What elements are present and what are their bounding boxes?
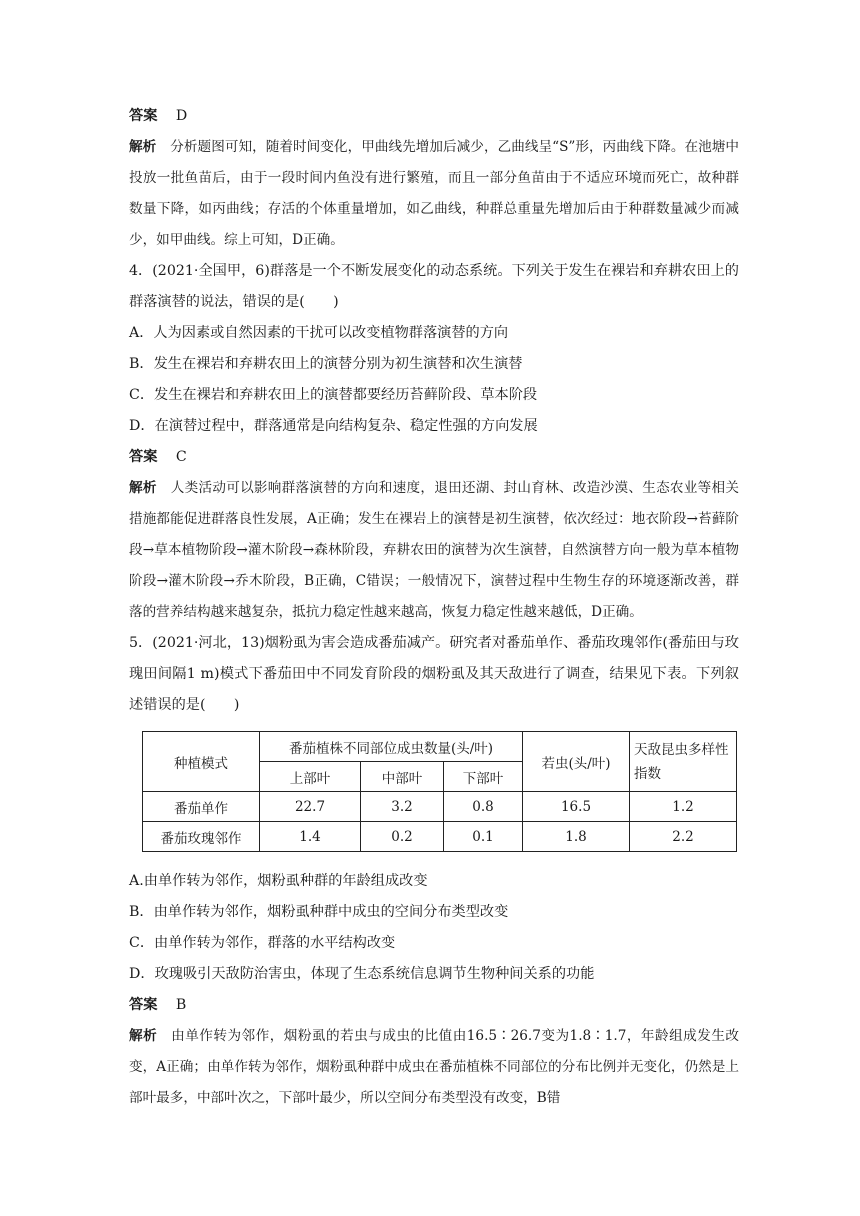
answer-value: D [175,108,188,124]
document-page [129,101,739,1114]
table-cell: 0.1 [444,822,523,852]
analysis-paragraph-3 [129,1021,739,1114]
header-cell: 番茄植株不同部位成虫数量(头/叶) [260,732,523,762]
table-cell: 1.4 [260,822,361,852]
table-row [143,792,737,822]
header-cell: 下部叶 [444,762,523,792]
header-cell: 若虫(头/叶) [523,732,630,792]
table-cell: 1.2 [630,792,737,822]
question-4-option-d: D．在演替过程中，群落通常是向结构复杂、稳定性强的方向发展 [129,418,538,434]
question-4-option-b: B．发生在裸岩和弃耕农田上的演替分别为初生演替和次生演替 [129,356,523,372]
header-cell: 种植模式 [143,732,260,792]
answer-label: 答案 [129,449,158,465]
question-5-option-c: C．由单作转为邻作，群落的水平结构改变 [129,935,396,951]
analysis-label: 解析 [129,139,157,155]
table-row [143,822,737,852]
analysis-label: 解析 [129,1028,158,1044]
table-cell: 0.8 [444,792,523,822]
table-header-row [143,732,737,762]
table-cell: 1.8 [523,822,630,852]
header-cell: 天敌昆虫多样性指数 [630,732,737,792]
table-cell: 22.7 [260,792,361,822]
analysis-paragraph-1 [129,132,739,256]
survey-table [142,731,737,852]
question-4-option-c: C．发生在裸岩和弃耕农田上的演替都要经历苔藓阶段、草本阶段 [129,387,538,403]
answer-line-1 [129,101,739,132]
analysis-paragraph-2 [129,473,739,628]
question-5-option-d: D．玫瑰吸引天敌防治害虫，体现了生态系统信息调节生物种间关系的功能 [129,966,595,982]
answer-line-2 [129,442,739,473]
analysis-text: 由单作转为邻作，烟粉虱的若虫与成虫的比值由16.5∶26.7变为1.8∶1.7，年龄组成发生改变，A正确；由单作转为邻作，烟粉虱种群中成虫在番茄植株不同部位的分布比例并无变化，仍然是上部叶最多，中部叶次之，下部叶最少，所以空间分布类型没有改变，B错 [129,1028,739,1106]
table-cell: 番茄玫瑰邻作 [143,822,260,852]
header-cell: 中部叶 [361,762,444,792]
analysis-text: 人类活动可以影响群落演替的方向和速度，退田还湖、封山育林、改造沙漠、生态农业等相关措施都能促进群落良性发展，A正确；发生在裸岩上的演替是初生演替，依次经过：地衣阶段→苔藓阶段→草本植物阶段→灌木阶段→森林阶段，弃耕农田的演替为次生演替，自然演替方向一般为草本植物阶段→灌木阶段→乔木阶段，B正确，C错误；一般情况下，演替过程中生物生存的环境逐渐改善，群落的营养结构越来越复杂，抵抗力稳定性越来越高，恢复力稳定性越来越低，D正确。 [129,480,739,620]
table-cell: 2.2 [630,822,737,852]
table-cell: 3.2 [361,792,444,822]
answer-label: 答案 [129,997,158,1013]
table-cell: 番茄单作 [143,792,260,822]
question-4-stem: 4．(2021·全国甲，6)群落是一个不断发展变化的动态系统。下列关于发生在裸岩和弃耕农田上的群落演替的说法，错误的是( ) [129,263,739,310]
table-cell: 16.5 [523,792,630,822]
analysis-label: 解析 [129,480,157,496]
question-4-option-a: A．人为因素或自然因素的干扰可以改变植物群落演替的方向 [129,325,509,341]
header-cell: 上部叶 [260,762,361,792]
answer-value: B [175,997,187,1013]
answer-line-3 [129,990,739,1021]
answer-value: C [175,449,187,465]
answer-label: 答案 [129,108,158,124]
table-cell: 0.2 [361,822,444,852]
analysis-text: 分析题图可知，随着时间变化，甲曲线先增加后减少，乙曲线呈“S”形，丙曲线下降。在池塘中投放一批鱼苗后，由于一段时间内鱼没有进行繁殖，而且一部分鱼苗由于不适应环境而死亡，故种群数量下降，如丙曲线；存活的个体重量增加，如乙曲线，种群总重量先增加后由于种群数量减少而减少，如甲曲线。综上可知，D正确。 [129,139,739,248]
question-5-stem: 5．(2021·河北，13)烟粉虱为害会造成番茄减产。研究者对番茄单作、番茄玫瑰邻作(番茄田与玫瑰田间隔1 m)模式下番茄田中不同发育阶段的烟粉虱及其天敌进行了调查，结果见下表。下列叙述错误的是( ) [129,635,739,713]
question-5-option-b: B．由单作转为邻作，烟粉虱种群中成虫的空间分布类型改变 [129,904,509,920]
question-5-option-a: A.由单作转为邻作，烟粉虱种群的年龄组成改变 [129,873,428,889]
